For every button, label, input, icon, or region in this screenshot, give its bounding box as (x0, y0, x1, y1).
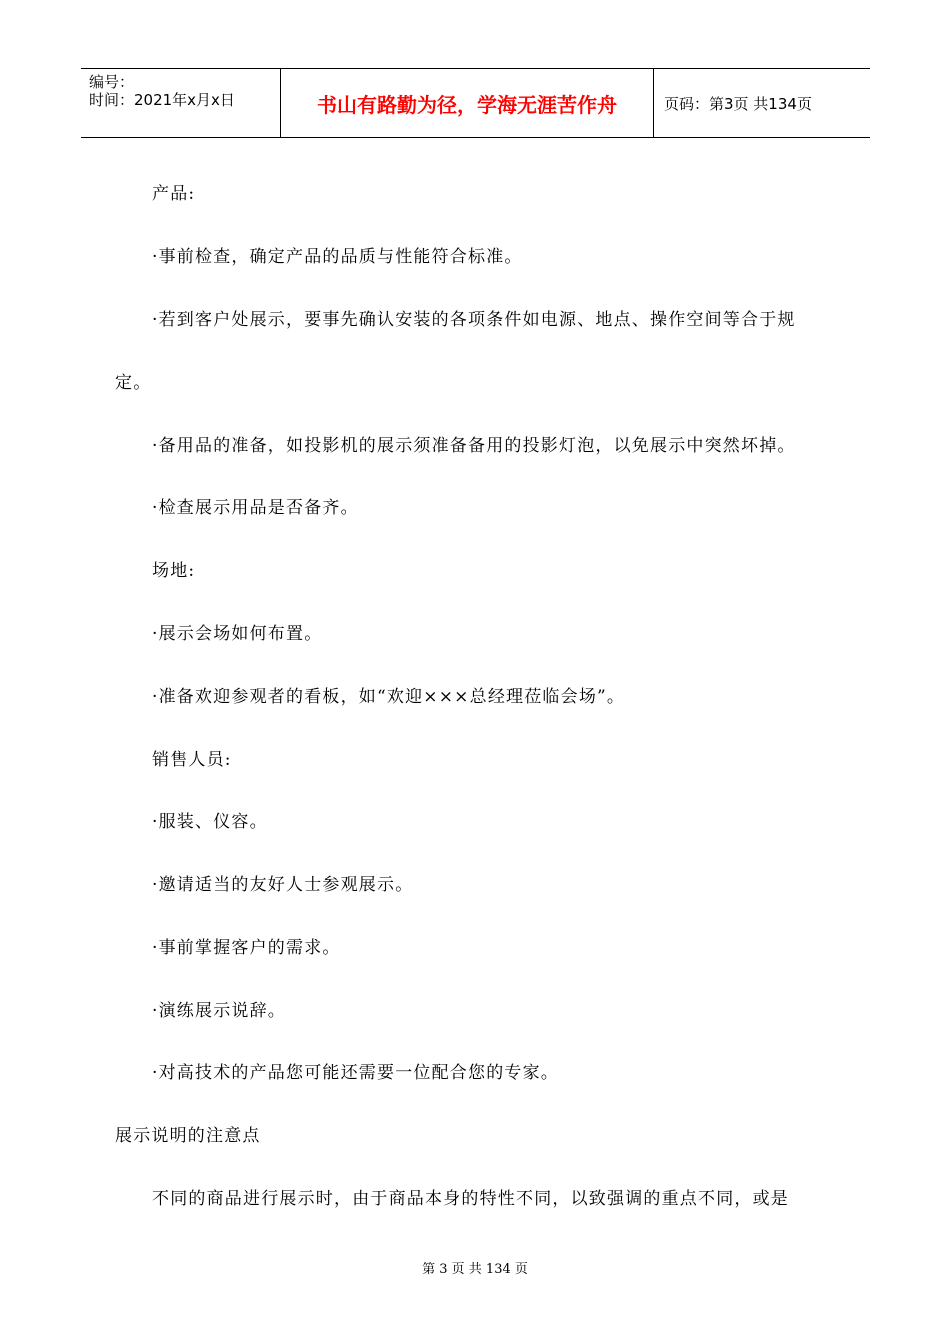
section-heading-product: 产品: (152, 184, 196, 204)
paragraph: ·服装、仪容。 (152, 812, 268, 832)
paragraph: ·事前掌握客户的需求。 (152, 938, 341, 958)
header-page-code: 页码：第3页 共134页 (664, 94, 812, 113)
document-date: 时间：2021年x月x日 (89, 91, 235, 109)
paragraph-continuation: 定。 (115, 373, 152, 393)
paragraph: ·检查展示用品是否备齐。 (152, 498, 359, 518)
paragraph: ·演练展示说辞。 (152, 1001, 287, 1021)
section-heading-venue: 场地: (152, 561, 196, 581)
paragraph: ·邀请适当的友好人士参观展示。 (152, 875, 414, 895)
paragraph: ·准备欢迎参观者的看板，如“欢迎×××总经理莅临会场”。 (152, 687, 626, 707)
header-motto: 书山有路勤为径，学海无涯苦作舟 (281, 69, 654, 137)
paragraph: ·展示会场如何布置。 (152, 624, 323, 644)
paragraph: 不同的商品进行展示时，由于商品本身的特性不同，以致强调的重点不同，或是 (152, 1189, 789, 1209)
paragraph: ·对高技术的产品您可能还需要一位配合您的专家。 (152, 1063, 560, 1083)
page-header (81, 68, 870, 138)
page-footer: 第 3 页 共 134 页 (422, 1262, 528, 1277)
paragraph: ·若到客户处展示，要事先确认安装的各项条件如电源、地点、操作空间等合于规 (152, 310, 796, 330)
paragraph: ·备用品的准备，如投影机的展示须准备备用的投影灯泡，以免展示中突然坏掉。 (152, 436, 796, 456)
header-info-cell (81, 69, 281, 137)
section-heading-sales-staff: 销售人员: (152, 750, 232, 770)
section-heading-notes: 展示说明的注意点 (115, 1126, 261, 1146)
paragraph: ·事前检查，确定产品的品质与性能符合标准。 (152, 247, 523, 267)
document-number-label: 编号： (89, 73, 135, 91)
